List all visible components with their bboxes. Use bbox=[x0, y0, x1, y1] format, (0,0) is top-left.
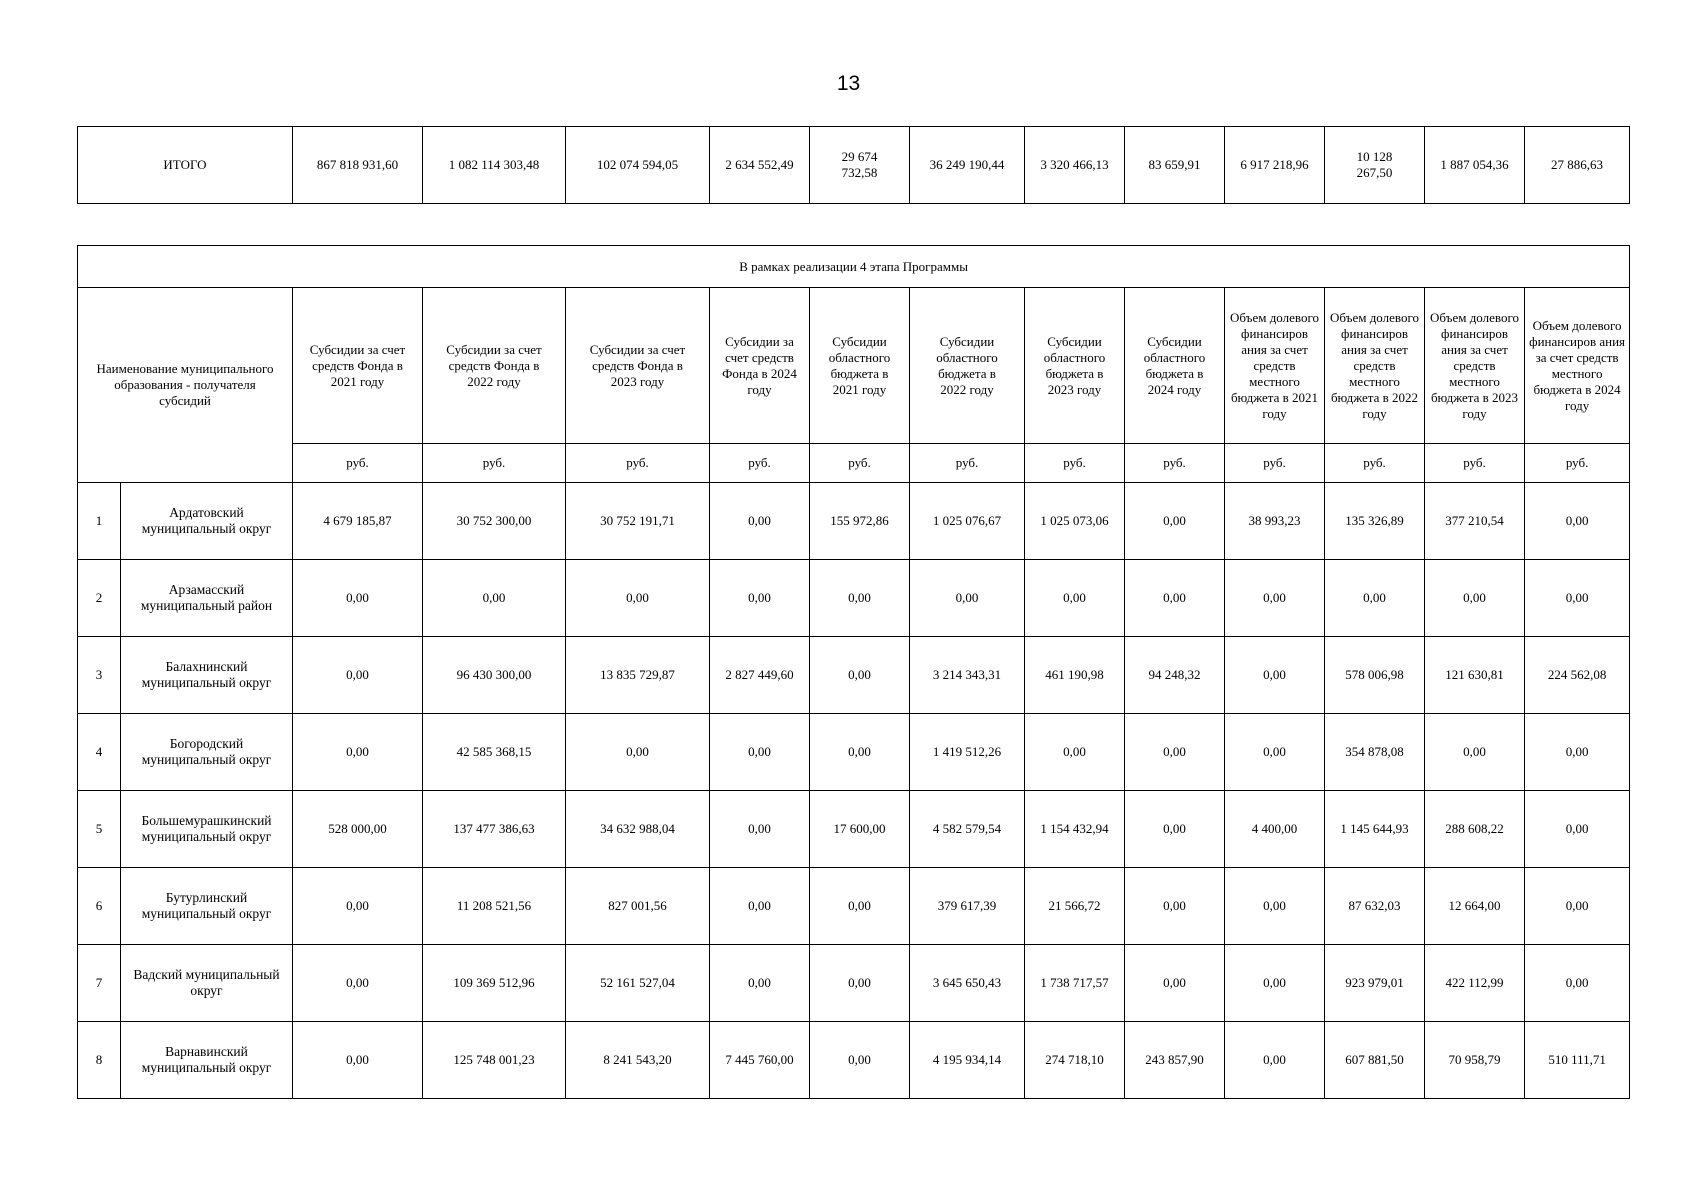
value-cell: 4 582 579,54 bbox=[910, 791, 1025, 868]
totals-value: 10 128 267,50 bbox=[1325, 127, 1425, 204]
value-cell: 0,00 bbox=[1125, 714, 1225, 791]
value-cell: 0,00 bbox=[293, 560, 423, 637]
totals-value: 1 082 114 303,48 bbox=[423, 127, 566, 204]
value-cell: 461 190,98 bbox=[1025, 637, 1125, 714]
unit-cell: руб. bbox=[1325, 444, 1425, 483]
value-cell: 274 718,10 bbox=[1025, 1022, 1125, 1099]
value-cell: 38 993,23 bbox=[1225, 483, 1325, 560]
value-cell: 137 477 386,63 bbox=[423, 791, 566, 868]
value-cell: 4 679 185,87 bbox=[293, 483, 423, 560]
value-cell: 1 145 644,93 bbox=[1325, 791, 1425, 868]
value-cell: 109 369 512,96 bbox=[423, 945, 566, 1022]
header-column: Объем долевого финансиров ания за счет средств местного бюджета в 2024 году bbox=[1525, 288, 1630, 444]
row-number: 1 bbox=[78, 483, 121, 560]
value-cell: 0,00 bbox=[1525, 945, 1630, 1022]
value-cell: 94 248,32 bbox=[1125, 637, 1225, 714]
value-cell: 0,00 bbox=[1425, 714, 1525, 791]
unit-row bbox=[78, 444, 1630, 483]
municipality-name: Бутурлинский муниципальный округ bbox=[121, 868, 293, 945]
row-number: 3 bbox=[78, 637, 121, 714]
totals-value: 2 634 552,49 bbox=[710, 127, 810, 204]
value-cell: 0,00 bbox=[1025, 714, 1125, 791]
table-row bbox=[78, 1022, 1630, 1099]
value-cell: 354 878,08 bbox=[1325, 714, 1425, 791]
value-cell: 379 617,39 bbox=[910, 868, 1025, 945]
totals-value: 83 659,91 bbox=[1125, 127, 1225, 204]
value-cell: 0,00 bbox=[1225, 637, 1325, 714]
municipality-name: Варнавинский муниципальный округ bbox=[121, 1022, 293, 1099]
value-cell: 17 600,00 bbox=[810, 791, 910, 868]
value-cell: 0,00 bbox=[293, 868, 423, 945]
value-cell: 0,00 bbox=[423, 560, 566, 637]
header-column: Субсидии областного бюджета в 2024 году bbox=[1125, 288, 1225, 444]
value-cell: 1 025 076,67 bbox=[910, 483, 1025, 560]
value-cell: 0,00 bbox=[1525, 714, 1630, 791]
totals-value: 867 818 931,60 bbox=[293, 127, 423, 204]
value-cell: 0,00 bbox=[1225, 945, 1325, 1022]
value-cell: 52 161 527,04 bbox=[566, 945, 710, 1022]
value-cell: 0,00 bbox=[710, 483, 810, 560]
value-cell: 1 154 432,94 bbox=[1025, 791, 1125, 868]
value-cell: 0,00 bbox=[810, 945, 910, 1022]
value-cell: 0,00 bbox=[1525, 483, 1630, 560]
value-cell: 4 195 934,14 bbox=[910, 1022, 1025, 1099]
header-column: Субсидии областного бюджета в 2022 году bbox=[910, 288, 1025, 444]
unit-cell: руб. bbox=[1225, 444, 1325, 483]
totals-value: 27 886,63 bbox=[1525, 127, 1630, 204]
value-cell: 0,00 bbox=[1225, 560, 1325, 637]
value-cell: 0,00 bbox=[810, 714, 910, 791]
table-row bbox=[78, 714, 1630, 791]
row-number: 2 bbox=[78, 560, 121, 637]
totals-value: 3 320 466,13 bbox=[1025, 127, 1125, 204]
value-cell: 0,00 bbox=[566, 714, 710, 791]
row-number: 4 bbox=[78, 714, 121, 791]
municipality-name: Балахнинский муниципальный округ bbox=[121, 637, 293, 714]
value-cell: 12 664,00 bbox=[1425, 868, 1525, 945]
value-cell: 3 645 650,43 bbox=[910, 945, 1025, 1022]
table-row bbox=[78, 868, 1630, 945]
value-cell: 0,00 bbox=[1125, 791, 1225, 868]
unit-cell: руб. bbox=[910, 444, 1025, 483]
value-cell: 3 214 343,31 bbox=[910, 637, 1025, 714]
unit-cell: руб. bbox=[1125, 444, 1225, 483]
value-cell: 70 958,79 bbox=[1425, 1022, 1525, 1099]
header-column: Субсидии за счет средств Фонда в 2021 году bbox=[293, 288, 423, 444]
value-cell: 0,00 bbox=[1325, 560, 1425, 637]
header-row bbox=[78, 288, 1630, 444]
value-cell: 0,00 bbox=[1025, 560, 1125, 637]
value-cell: 243 857,90 bbox=[1125, 1022, 1225, 1099]
unit-cell: руб. bbox=[1525, 444, 1630, 483]
value-cell: 510 111,71 bbox=[1525, 1022, 1630, 1099]
totals-value: 6 917 218,96 bbox=[1225, 127, 1325, 204]
value-cell: 288 608,22 bbox=[1425, 791, 1525, 868]
header-column: Субсидии за счет средств Фонда в 2022 году bbox=[423, 288, 566, 444]
value-cell: 827 001,56 bbox=[566, 868, 710, 945]
value-cell: 0,00 bbox=[710, 560, 810, 637]
value-cell: 135 326,89 bbox=[1325, 483, 1425, 560]
value-cell: 155 972,86 bbox=[810, 483, 910, 560]
table-row bbox=[78, 637, 1630, 714]
value-cell: 0,00 bbox=[1225, 868, 1325, 945]
value-cell: 30 752 300,00 bbox=[423, 483, 566, 560]
value-cell: 923 979,01 bbox=[1325, 945, 1425, 1022]
value-cell: 7 445 760,00 bbox=[710, 1022, 810, 1099]
stage-title: В рамках реализации 4 этапа Программы bbox=[78, 246, 1630, 288]
header-column: Субсидии за счет средств Фонда в 2024 году bbox=[710, 288, 810, 444]
value-cell: 377 210,54 bbox=[1425, 483, 1525, 560]
municipality-name: Ардатовский муниципальный округ bbox=[121, 483, 293, 560]
totals-value: 36 249 190,44 bbox=[910, 127, 1025, 204]
table-row bbox=[78, 945, 1630, 1022]
value-cell: 34 632 988,04 bbox=[566, 791, 710, 868]
municipality-name: Большемурашкинский муниципальный округ bbox=[121, 791, 293, 868]
totals-label: ИТОГО bbox=[78, 127, 293, 204]
value-cell: 13 835 729,87 bbox=[566, 637, 710, 714]
municipality-name: Арзамасский муниципальный район bbox=[121, 560, 293, 637]
value-cell: 1 738 717,57 bbox=[1025, 945, 1125, 1022]
totals-value: 1 887 054,36 bbox=[1425, 127, 1525, 204]
value-cell: 1 025 073,06 bbox=[1025, 483, 1125, 560]
value-cell: 0,00 bbox=[710, 945, 810, 1022]
value-cell: 4 400,00 bbox=[1225, 791, 1325, 868]
value-cell: 0,00 bbox=[810, 560, 910, 637]
value-cell: 96 430 300,00 bbox=[423, 637, 566, 714]
value-cell: 0,00 bbox=[1125, 560, 1225, 637]
value-cell: 607 881,50 bbox=[1325, 1022, 1425, 1099]
unit-cell: руб. bbox=[566, 444, 710, 483]
value-cell: 87 632,03 bbox=[1325, 868, 1425, 945]
value-cell: 0,00 bbox=[293, 1022, 423, 1099]
value-cell: 578 006,98 bbox=[1325, 637, 1425, 714]
municipality-name: Вадский муниципальный округ bbox=[121, 945, 293, 1022]
totals-table bbox=[77, 126, 1630, 204]
value-cell: 42 585 368,15 bbox=[423, 714, 566, 791]
totals-value: 102 074 594,05 bbox=[566, 127, 710, 204]
value-cell: 0,00 bbox=[910, 560, 1025, 637]
value-cell: 21 566,72 bbox=[1025, 868, 1125, 945]
value-cell: 30 752 191,71 bbox=[566, 483, 710, 560]
value-cell: 0,00 bbox=[1225, 1022, 1325, 1099]
page-number: 13 bbox=[836, 72, 861, 95]
value-cell: 0,00 bbox=[710, 791, 810, 868]
value-cell: 0,00 bbox=[566, 560, 710, 637]
value-cell: 0,00 bbox=[1525, 560, 1630, 637]
value-cell: 528 000,00 bbox=[293, 791, 423, 868]
totals-value: 29 674 732,58 bbox=[810, 127, 910, 204]
header-name-column: Наименование муниципального образования - получателя субсидий bbox=[78, 288, 293, 483]
value-cell: 121 630,81 bbox=[1425, 637, 1525, 714]
unit-cell: руб. bbox=[423, 444, 566, 483]
value-cell: 422 112,99 bbox=[1425, 945, 1525, 1022]
unit-cell: руб. bbox=[810, 444, 910, 483]
unit-cell: руб. bbox=[293, 444, 423, 483]
value-cell: 8 241 543,20 bbox=[566, 1022, 710, 1099]
table-body bbox=[78, 483, 1630, 1099]
value-cell: 125 748 001,23 bbox=[423, 1022, 566, 1099]
value-cell: 0,00 bbox=[810, 868, 910, 945]
value-cell: 224 562,08 bbox=[1525, 637, 1630, 714]
row-number: 5 bbox=[78, 791, 121, 868]
header-column: Объем долевого финансиров ания за счет средств местного бюджета в 2023 году bbox=[1425, 288, 1525, 444]
value-cell: 0,00 bbox=[293, 714, 423, 791]
unit-cell: руб. bbox=[1425, 444, 1525, 483]
value-cell: 0,00 bbox=[710, 868, 810, 945]
value-cell: 0,00 bbox=[293, 637, 423, 714]
table-row bbox=[78, 483, 1630, 560]
header-column: Субсидии областного бюджета в 2021 году bbox=[810, 288, 910, 444]
value-cell: 0,00 bbox=[1225, 714, 1325, 791]
value-cell: 0,00 bbox=[810, 1022, 910, 1099]
row-number: 6 bbox=[78, 868, 121, 945]
unit-cell: руб. bbox=[1025, 444, 1125, 483]
row-number: 7 bbox=[78, 945, 121, 1022]
value-cell: 0,00 bbox=[293, 945, 423, 1022]
value-cell: 1 419 512,26 bbox=[910, 714, 1025, 791]
value-cell: 0,00 bbox=[1525, 868, 1630, 945]
stage-title-row bbox=[78, 246, 1630, 288]
value-cell: 0,00 bbox=[1125, 868, 1225, 945]
municipality-name: Богородский муниципальный округ bbox=[121, 714, 293, 791]
value-cell: 0,00 bbox=[810, 637, 910, 714]
value-cell: 0,00 bbox=[1425, 560, 1525, 637]
table-row bbox=[78, 791, 1630, 868]
header-column: Объем долевого финансиров ания за счет средств местного бюджета в 2022 году bbox=[1325, 288, 1425, 444]
value-cell: 0,00 bbox=[1525, 791, 1630, 868]
unit-cell: руб. bbox=[710, 444, 810, 483]
value-cell: 0,00 bbox=[710, 714, 810, 791]
row-number: 8 bbox=[78, 1022, 121, 1099]
totals-row bbox=[78, 127, 1630, 204]
value-cell: 0,00 bbox=[1125, 483, 1225, 560]
value-cell: 0,00 bbox=[1125, 945, 1225, 1022]
stage-4-table bbox=[77, 245, 1630, 1099]
header-column: Субсидии областного бюджета в 2023 году bbox=[1025, 288, 1125, 444]
value-cell: 2 827 449,60 bbox=[710, 637, 810, 714]
header-column: Субсидии за счет средств Фонда в 2023 году bbox=[566, 288, 710, 444]
header-column: Объем долевого финансиров ания за счет средств местного бюджета в 2021 году bbox=[1225, 288, 1325, 444]
value-cell: 11 208 521,56 bbox=[423, 868, 566, 945]
table-row bbox=[78, 560, 1630, 637]
